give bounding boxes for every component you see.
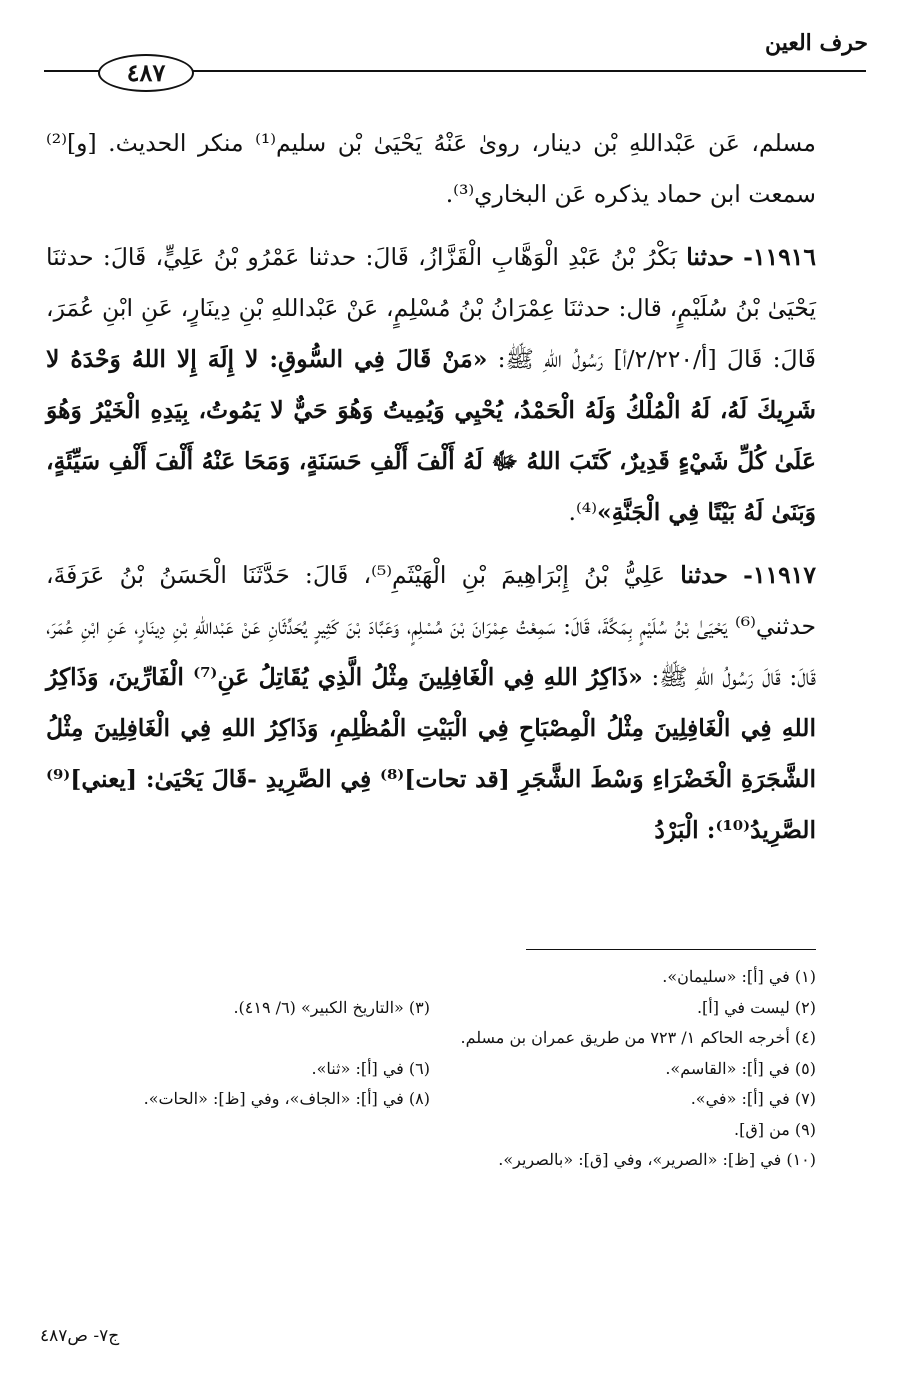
hadith-number: ١١٩١٧- bbox=[743, 561, 816, 589]
footnote-rule bbox=[526, 949, 816, 950]
volume-page-reference: ج٧- ص٤٨٧ bbox=[40, 1326, 120, 1346]
footnote-7: (٧) في [أ]: «في». bbox=[690, 1089, 816, 1108]
footnote-1: (١) في [أ]: «سليمان». bbox=[662, 967, 816, 986]
footnote-9: (٩) من [ق]. bbox=[734, 1119, 816, 1139]
footnote-2: (٢) ليست في [أ]. bbox=[696, 997, 816, 1017]
main-text bbox=[46, 118, 816, 856]
running-title: حرف العين bbox=[764, 30, 868, 56]
paragraph-1: مسلم، عَن عَبْداللهِ بْن دينار، روىٰ عَنْهُ يَحْيَىٰ بْن سليم⁽¹⁾ منكر الحديث. [و]⁽²⁾سمعت ابن حماد يذكره عَن البخاري⁽³⁾. bbox=[46, 129, 816, 208]
hadith-11916 bbox=[46, 232, 816, 538]
hadith-matn: «مَنْ قَالَ فِي السُّوقِ: لا إِلَهَ إِلا اللهُ وَحْدَهُ لا شَرِيكَ لَهُ، لَهُ الْمُلْكُ وَلَهُ الْحَمْدُ، يُحْيِي وَيُمِيتُ وَهُوَ حَيٌّ لا يَمُوتُ، بِيَدِهِ الْخَيْرُ وَهُوَ عَلَىٰ كُلِّ شَيْءٍ قَدِيرٌ، كَتَبَ اللهُ ﷻ لَهُ أَلْفَ أَلْفِ حَسَنَةٍ، وَمَحَا عَنْهُ أَلْفَ أَلْفِ سَيِّئَةٍ، وَبَنَىٰ لَهُ بَيْتًا فِي الْجَنَّةِ» bbox=[46, 345, 816, 526]
footnote-row bbox=[40, 1145, 816, 1176]
isnad-text: بَكْرُ بْنُ عَبْدِ الْوَهَّابِ الْقَزَّازُ، قَالَ: حدثنا عَمْرُو بْنُ عَلِيٍّ، قَالَ: حدثنَا يَحْيَىٰ بْنُ سُلَيْمٍ، قال: حدثنَا عِمْرَانُ بْنُ مُسْلِمٍ، عَنْ عَبْداللهِ بْنِ دِينَارٍ، عَنِ ابْنِ عُمَرَ، قَالَ: قَالَ [أ/٢/٢٢٠/أ] رَسُولُ اللهِ ﷺ: bbox=[46, 243, 816, 373]
footnote-5: (٥) في [أ]: «القاسم». bbox=[665, 1058, 816, 1078]
hadith-11917 bbox=[46, 550, 816, 856]
footnote-3: (٣) «التاريخ الكبير» (٦/ ٤١٩). bbox=[233, 997, 430, 1017]
footnote-10: (١٠) في [ظ]: «الصرير»، وفي [ق]: «بالصرير». bbox=[498, 1150, 816, 1169]
footnotes bbox=[40, 962, 816, 1176]
footnote-8: (٨) في [أ]: «الجاف»، وفي [ظ]: «الحات». bbox=[143, 1089, 430, 1108]
hadith-end: ⁽⁴⁾. bbox=[568, 498, 597, 526]
footnote-6: (٦) في [أ]: «ثنا». bbox=[311, 1058, 430, 1078]
hadith-opening: حدثنا bbox=[686, 243, 734, 271]
footnote-4: (٤) أخرجه الحاكم ١/ ٧٢٣ من طريق عمران بن مسلم. bbox=[460, 1028, 816, 1047]
isnad-text: عَلِيُّ بْنُ إِبْرَاهِيمَ بْنِ الْهَيْثَمِ⁽⁵⁾، قَالَ: حَدَّثَنَا الْحَسَنُ بْنُ عَرَفَةَ، حدثني⁽⁶⁾ يَحْيَىٰ بْنُ سُلَيْمٍ بِمَكَّةَ، قَالَ: سَمِعْتُ عِمْرَانَ بْنَ مُسْلِمٍ، وَعَبَّادَ بْنَ كَثِيرٍ يُحَدِّثَانِ عَنْ عَبْداللهِ بْنِ دِينَارٍ، عَنِ ابْنِ عُمَرَ، قَالَ: قَالَ رَسُولُ اللهِ ﷺ: bbox=[46, 561, 816, 691]
hadith-opening: حدثنا bbox=[680, 561, 728, 589]
page-number: ٤٨٧ bbox=[98, 54, 194, 92]
footnote-row bbox=[40, 1084, 816, 1115]
footnote-row bbox=[40, 1115, 816, 1146]
footnote-row bbox=[40, 993, 816, 1024]
hadith-matn: «ذَاكِرُ اللهِ فِي الْغَافِلِينَ مِثْلُ الَّذِي يُقَاتِلُ عَنِ⁽⁷⁾ الْفَارِّينَ، وَذَاكِرُ اللهِ فِي الْغَافِلِينَ مِثْلُ الْمِصْبَاحِ فِي الْبَيْتِ الْمُظْلِمِ، وَذَاكِرُ اللهِ فِي الْغَافِلِينَ مِثْلُ الشَّجَرَةِ الْخَضْرَاءِ وَسْطَ الشَّجَرِ [قد تحات]⁽⁸⁾ فِي الصَّرِيدِ -قَالَ يَحْيَىٰ: [يعني]⁽⁹⁾ الصَّرِيدُ⁽¹⁰⁾: الْبَرْدُ bbox=[46, 663, 816, 844]
footnote-row bbox=[40, 1023, 816, 1054]
footnote-row bbox=[40, 962, 816, 993]
hadith-number: ١١٩١٦- bbox=[743, 243, 816, 271]
footnote-row bbox=[40, 1054, 816, 1085]
